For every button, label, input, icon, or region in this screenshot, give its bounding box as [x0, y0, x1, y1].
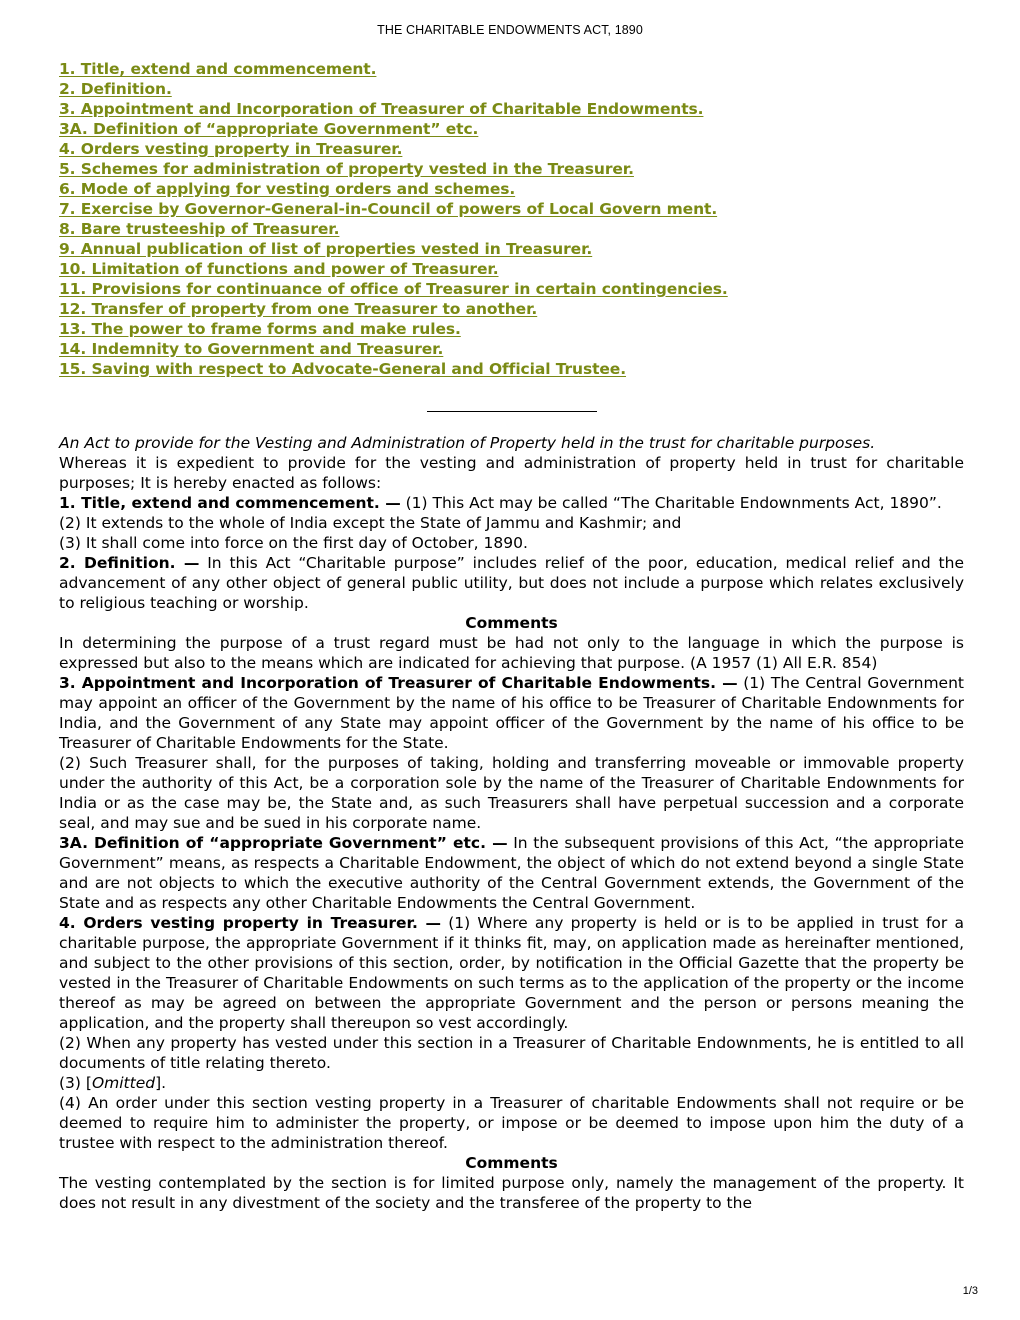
section-4-clause-3 [59, 1073, 964, 1093]
toc-item [59, 299, 964, 319]
toc-item [59, 319, 964, 339]
toc-link-section-5[interactable]: 5. Schemes for administration of property vested in the Treasurer. [59, 160, 634, 178]
toc-item [59, 179, 964, 199]
toc-link-section-15[interactable]: 15. Saving with respect to Advocate-General and Official Trustee. [59, 360, 627, 378]
toc-item [59, 59, 964, 79]
act-body [59, 433, 964, 1213]
section-1-heading: 1. Title, extend and commencement. — [59, 494, 401, 512]
table-of-contents [59, 59, 964, 379]
toc-item [59, 199, 964, 219]
toc-item [59, 359, 964, 379]
toc-link-section-13[interactable]: 13. The power to frame forms and make rules. [59, 320, 461, 338]
toc-item [59, 339, 964, 359]
toc-link-section-3a[interactable]: 3A. Definition of “appropriate Government” etc. [59, 120, 479, 138]
toc-link-section-1[interactable]: 1. Title, extend and commencement. [59, 60, 377, 78]
comments-heading: Comments [465, 614, 558, 632]
toc-item [59, 79, 964, 99]
toc-item [59, 99, 964, 119]
section-1 [59, 493, 964, 513]
preamble: Whereas it is expedient to provide for the vesting and administration of property held in trust for charitable purposes; It is hereby enacted as follows: [59, 454, 964, 492]
toc-link-section-3[interactable]: 3. Appointment and Incorporation of Treasurer of Charitable Endowments. [59, 100, 704, 118]
toc-link-section-14[interactable]: 14. Indemnity to Government and Treasurer. [59, 340, 444, 358]
toc-link-section-11[interactable]: 11. Provisions for continuance of office of Treasurer in certain contingencies. [59, 280, 728, 298]
section-1-text: (1) This Act may be called “The Charitable Endownments Act, 1890”. [400, 494, 942, 512]
toc-item [59, 139, 964, 159]
omitted-text: Omitted [91, 1074, 156, 1092]
clause-3-prefix: (3) [ [59, 1074, 92, 1092]
section-2 [59, 553, 964, 613]
toc-item [59, 259, 964, 279]
toc-link-section-7[interactable]: 7. Exercise by Governor-General-in-Council of powers of Local Govern ment. [59, 200, 718, 218]
section-4-clause-4: (4) An order under this section vesting property in a Treasurer of charitable Endowments shall not require or be deemed to require him to administer the property, or impose or be deemed to impose upon him the duty of a trustee with respect to the administration thereof. [59, 1094, 964, 1152]
comments-heading: Comments [465, 1154, 558, 1172]
toc-link-section-10[interactable]: 10. Limitation of functions and power of Treasurer. [59, 260, 499, 278]
section-3-heading: 3. Appointment and Incorporation of Treasurer of Charitable Endowments. — [59, 674, 738, 692]
section-1-clause-3: (3) It shall come into force on the first day of October, 1890. [59, 534, 528, 552]
toc-link-section-9[interactable]: 9. Annual publication of list of properties vested in Treasurer. [59, 240, 593, 258]
toc-item [59, 279, 964, 299]
toc-item [59, 159, 964, 179]
page-number: 1/3 [962, 1285, 978, 1297]
toc-link-section-2[interactable]: 2. Definition. [59, 80, 172, 98]
section-2-text: In this Act “Charitable purpose” includes relief of the poor, education, medical relief and the advancement of any other object of general public utility, but does not include a purpose which relates exclusively to religious teaching or worship. [59, 554, 964, 612]
toc-link-section-4[interactable]: 4. Orders vesting property in Treasurer. [59, 140, 403, 158]
section-4 [59, 913, 964, 1033]
toc-link-section-8[interactable]: 8. Bare trusteeship of Treasurer. [59, 220, 340, 238]
section-4-heading: 4. Orders vesting property in Treasurer. — [59, 914, 442, 932]
section-3-clause-2: (2) Such Treasurer shall, for the purposes of taking, holding and transferring moveable or immovable property under the authority of this Act, be a corporation sole by the name of the Treasurer of Charitable Endownments for India or as the case may be, the State and, as such Treasurers shall have perpetual succession and a corporate seal, and may sue and be sued in his corporate name. [59, 754, 964, 832]
divider [427, 411, 597, 412]
toc-item [59, 119, 964, 139]
section-3a-heading: 3A. Definition of “appropriate Government” etc. — [59, 834, 508, 852]
comments-text: In determining the purpose of a trust regard must be had not only to the language in which the purpose is expressed but also to the means which are indicated for achieving that purpose. (A 1957 (1) All E.R. 854) [59, 634, 964, 672]
toc-link-section-6[interactable]: 6. Mode of applying for vesting orders and schemes. [59, 180, 516, 198]
toc-item [59, 239, 964, 259]
section-4-clause-2: (2) When any property has vested under this section in a Treasurer of Charitable Endownments, he is entitled to all documents of title relating thereto. [59, 1034, 964, 1072]
clause-3-suffix: ]. [155, 1074, 167, 1092]
section-2-heading: 2. Definition. — [59, 554, 200, 572]
act-long-title: An Act to provide for the Vesting and Administration of Property held in the trust for charitable purposes. [59, 434, 876, 452]
section-3 [59, 673, 964, 753]
section-3a [59, 833, 964, 913]
comments-text: The vesting contemplated by the section is for limited purpose only, namely the management of the property. It does not result in any divestment of the society and the transferee of the property to the [59, 1174, 964, 1212]
section-4-text: (1) Where any property is held or is to be applied in trust for a charitable purpose, the appropriate Government if it thinks fit, may, on application made as hereinafter mentioned, and subject to the other provisions of this section, order, by notification in the Official Gazette that the property be vested in the Treasurer of Charitable Endowments on such terms as to the application of the property or the income thereof as may be agreed on between the appropriate Government and the person or persons meaning the application, and the property shall thereupon so vest accordingly. [59, 914, 964, 1032]
section-3a-text: In the subsequent provisions of this Act, “the appropriate Government” means, as respects a Charitable Endowment, the object of which do not extend beyond a single State and are not objects to which the executive authority of the Central Government extends, the Government of the State and as respects any other Charitable Endowments the Central Government. [59, 834, 965, 912]
toc-item [59, 219, 964, 239]
section-1-clause-2: (2) It extends to the whole of India except the State of Jammu and Kashmir; and [59, 514, 682, 532]
section-3-text: (1) The Central Government may appoint an officer of the Government by the name of his office to be Treasurer of Charitable Endownments for India, and the Government of any State may appoint officer of the Government by the name of his office to be Treasurer of Charitable Endowments for the State. [59, 674, 964, 752]
toc-link-section-12[interactable]: 12. Transfer of property from one Treasurer to another. [59, 300, 538, 318]
document-header: THE CHARITABLE ENDOWMENTS ACT, 1890 [377, 23, 643, 37]
